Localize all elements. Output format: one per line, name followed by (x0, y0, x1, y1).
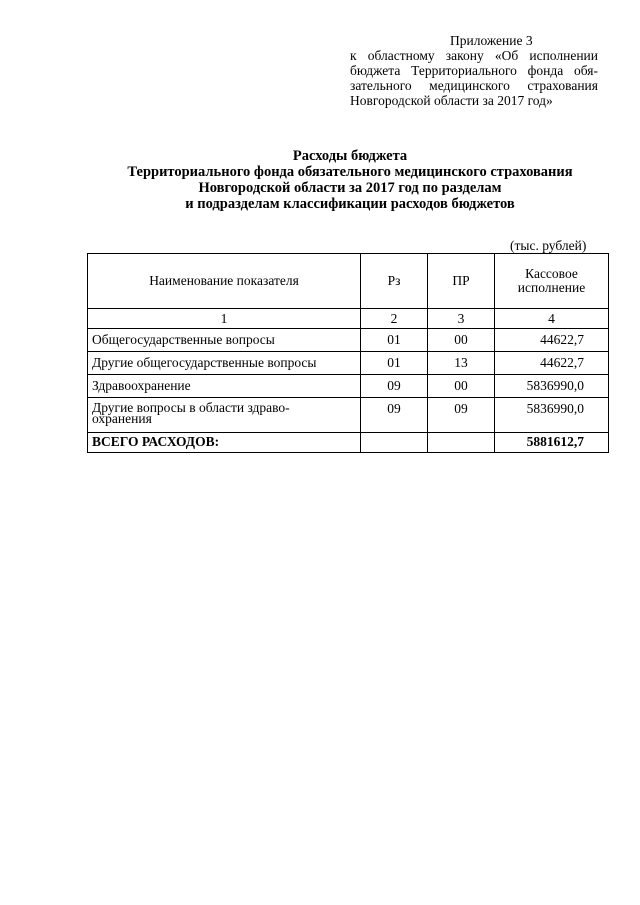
annex-title: Приложение 3 (450, 33, 533, 48)
annex-line: к областному закону «Об исполнении (350, 48, 598, 63)
row-sum: 5836990,0 (495, 375, 609, 398)
total-sum: 5881612,7 (495, 433, 609, 453)
expenses-table (87, 253, 609, 453)
table-row (88, 398, 609, 433)
row-name-line: охранения (92, 411, 152, 426)
table-header-row (88, 254, 609, 309)
row-pr: 00 (428, 329, 495, 352)
total-pr (428, 433, 495, 453)
units-label: (тыс. рублей) (510, 238, 587, 253)
table-row (88, 352, 609, 375)
total-rz (361, 433, 428, 453)
column-number: 3 (428, 309, 495, 329)
row-pr: 09 (428, 398, 495, 433)
document-title (60, 148, 640, 212)
column-number: 1 (88, 309, 361, 329)
row-rz: 09 (361, 398, 428, 433)
annex-line: зательного медицинского страхования (350, 78, 598, 93)
row-name: Другие общегосударственные вопросы (88, 352, 361, 375)
title-line: Расходы бюджета (292, 148, 408, 164)
row-sum: 44622,7 (495, 352, 609, 375)
row-name-line: Другие вопросы в области здраво- (92, 400, 290, 415)
row-sum: 44622,7 (495, 329, 609, 352)
column-number: 2 (361, 309, 428, 329)
total-label: ВСЕГО РАСХОДОВ: (88, 433, 361, 453)
column-numbers-row (88, 309, 609, 329)
row-name: Здравоохранение (88, 375, 361, 398)
row-sum: 5836990,0 (495, 398, 609, 433)
row-rz: 01 (361, 329, 428, 352)
row-pr: 00 (428, 375, 495, 398)
row-rz: 01 (361, 352, 428, 375)
title-line: и подразделам классификации расходов бюджетов (185, 196, 515, 212)
header-pr: ПР (428, 254, 495, 309)
table-row (88, 329, 609, 352)
header-name: Наименование показателя (88, 254, 361, 309)
header-rz: Рз (361, 254, 428, 309)
row-pr: 13 (428, 352, 495, 375)
table-row (88, 375, 609, 398)
annex-line: Новгородской области за 2017 год» (350, 93, 553, 108)
title-line: Новгородской области за 2017 год по разделам (198, 180, 502, 196)
row-rz: 09 (361, 375, 428, 398)
total-row (88, 433, 609, 453)
title-line: Территориального фонда обязательного медицинского страхования (127, 164, 573, 180)
annex-block (350, 33, 598, 108)
row-name: Общегосударственные вопросы (88, 329, 361, 352)
header-sum: Кассовое исполнение (495, 254, 609, 309)
column-number: 4 (495, 309, 609, 329)
annex-line: бюджета Территориального фонда обя- (350, 63, 598, 78)
row-name (88, 398, 361, 433)
